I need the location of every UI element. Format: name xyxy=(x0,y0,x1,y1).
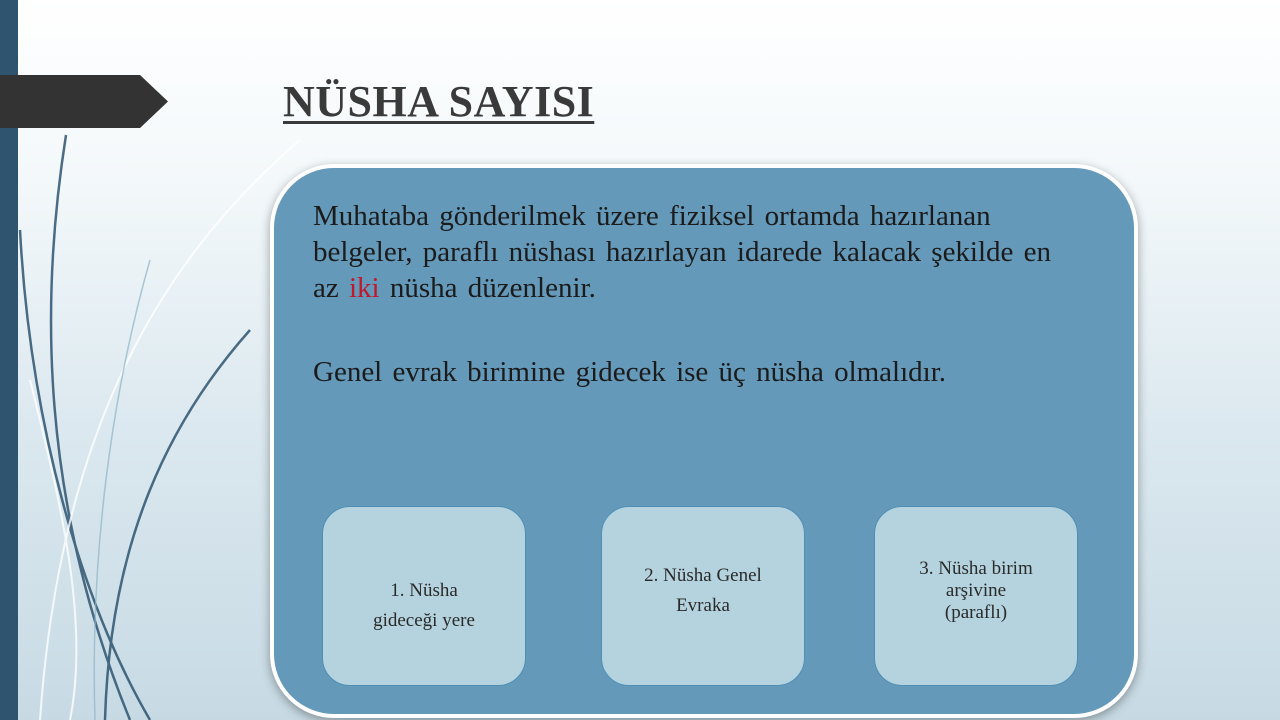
copy-box-3 xyxy=(874,506,1078,686)
paragraph-text-after: nüsha düzenlenir. xyxy=(379,272,596,304)
copy-box-1 xyxy=(322,506,526,686)
content-panel xyxy=(270,164,1138,718)
paragraph-general-office: Genel evrak birimine gidecek ise üç nüsha olmalıdır. xyxy=(313,356,947,388)
copy-box-2 xyxy=(601,506,805,686)
highlight-word: iki xyxy=(349,272,380,304)
paragraph-text-before: Muhataba gönderilmek üzere fiziksel ortamda hazırlanan belgeler, paraflı nüshası hazırlayan idarede kalacak şekilde en az xyxy=(313,200,1052,304)
title-tab-arrow xyxy=(0,75,168,128)
copy-box-2-label: 2. Nüsha Genel Evraka xyxy=(644,565,762,616)
slide-title: NÜSHA SAYISI xyxy=(283,77,595,126)
paragraph-copies-rule xyxy=(313,198,1073,306)
copy-box-1-label: 1. Nüsha gideceği yere xyxy=(373,580,475,631)
copy-box-3-label: 3. Nüsha birim arşivine (paraflı) xyxy=(919,558,1033,623)
